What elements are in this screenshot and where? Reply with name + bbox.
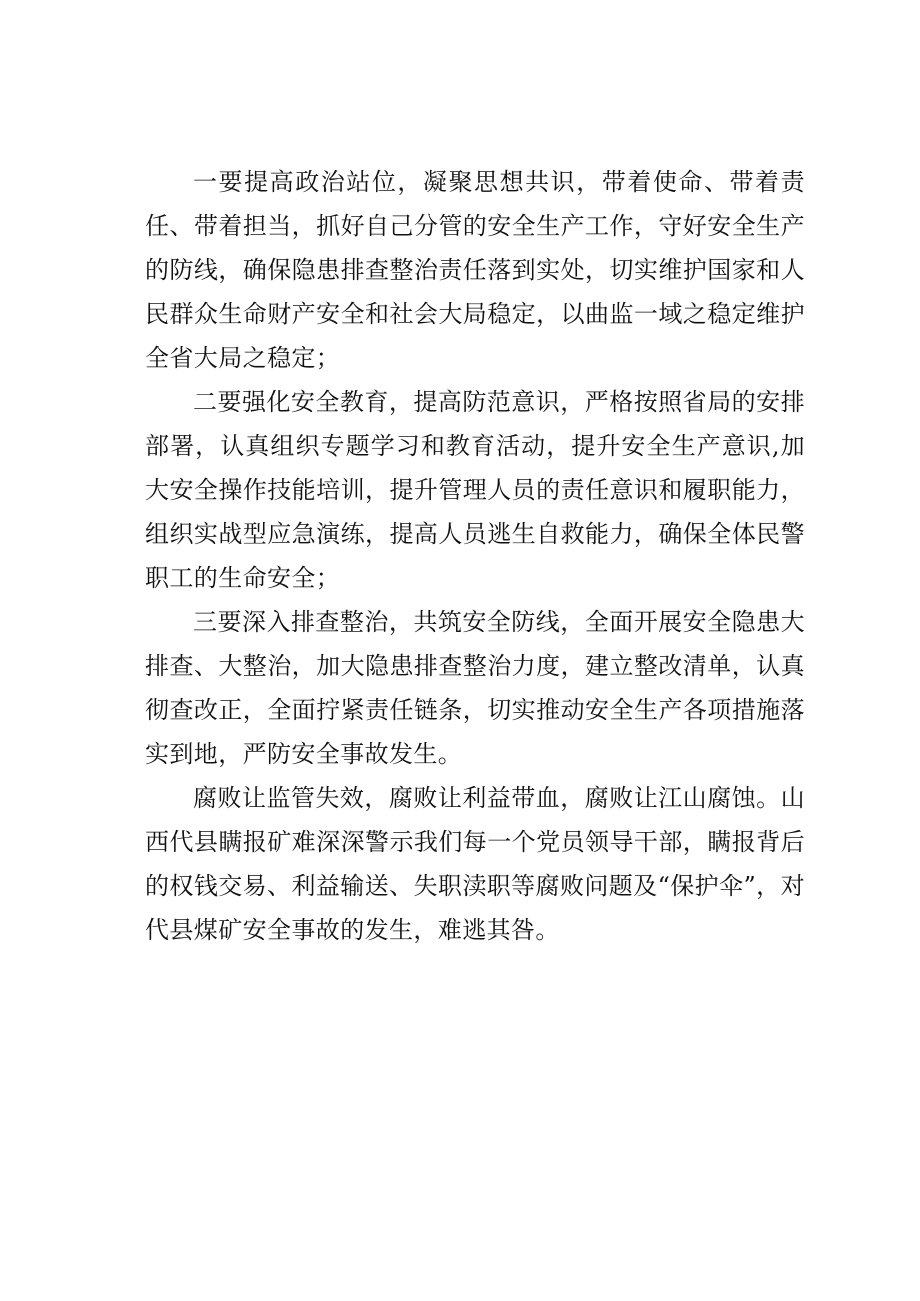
- document-body: [145, 160, 805, 952]
- paragraph-1: 一要提高政治站位，凝聚思想共识，带着使命、带着责任、带着担当，抓好自己分管的安全生产工作，守好安全生产的防线，确保隐患排查整治责任落到实处，切实维护国家和人民群众生命财产安全和社会大局稳定，以曲监一域之稳定维护全省大局之稳定；: [145, 168, 805, 372]
- paragraph-2: 二要强化安全教育，提高防范意识，严格按照省局的安排部署，认真组织专题学习和教育活动，提升安全生产意识,加大安全操作技能培训，提升管理人员的责任意识和履职能力，组织实战型应急演练，提高人员逃生自救能力，确保全体民警职工的生命安全；: [145, 388, 805, 592]
- paragraph-4: 腐败让监管失效，腐败让利益带血，腐败让江山腐蚀。山西代县瞒报矿难深深警示我们每一个党员领导干部，瞒报背后的权钱交易、利益输送、失职渎职等腐败问题及“保护伞”，对代县煤矿安全事故的发生，难逃其咎。: [145, 784, 805, 944]
- paragraph-3: 三要深入排查整治，共筑安全防线，全面开展安全隐患大排查、大整治，加大隐患排查整治力度，建立整改清单，认真彻查改正，全面拧紧责任链条，切实推动安全生产各项措施落实到地，严防安全事故发生。: [145, 608, 805, 768]
